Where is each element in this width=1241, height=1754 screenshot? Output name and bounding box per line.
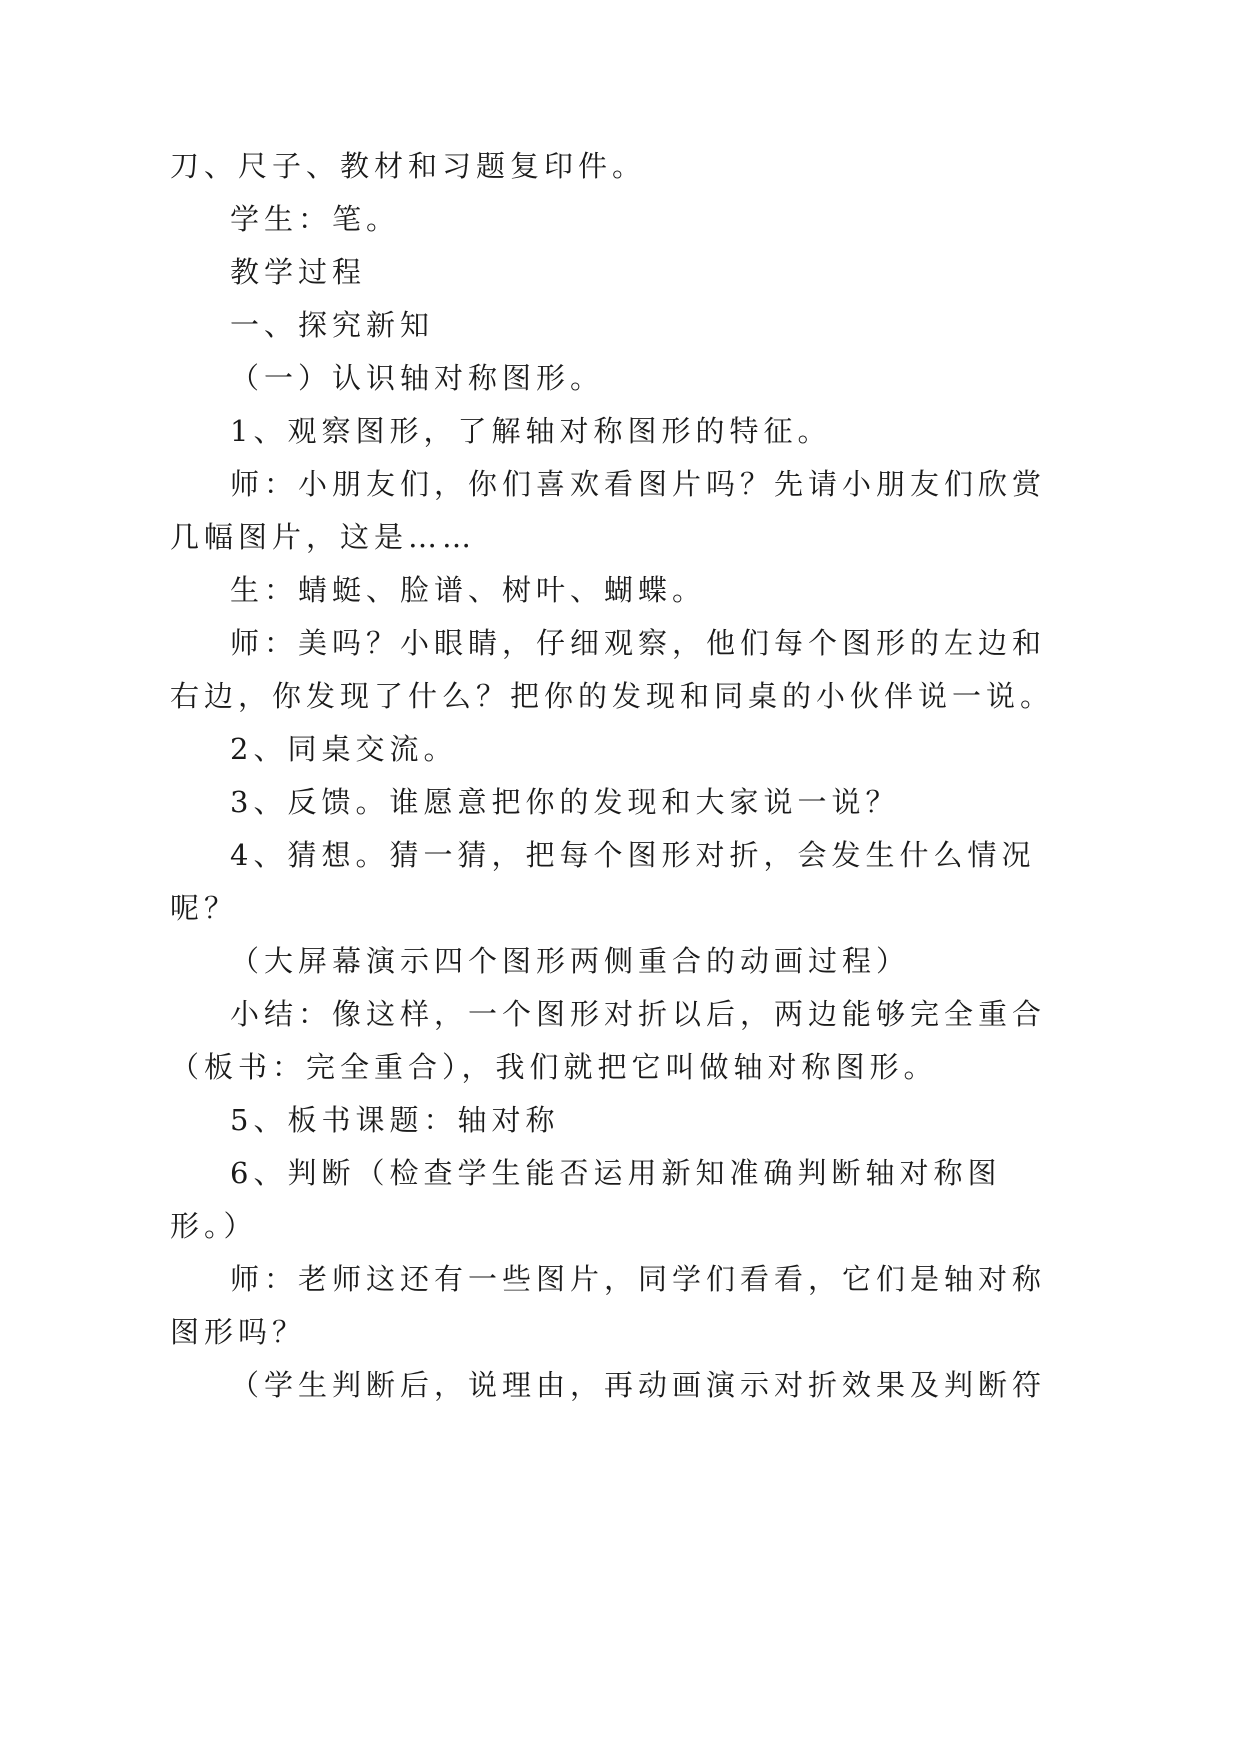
text-line-12: 2、同桌交流。: [230, 732, 458, 766]
text-line-17: 小结：像这样，一个图形对折以后，两边能够完全重合: [230, 997, 1047, 1031]
text-line-8: 几幅图片，这是……: [170, 520, 477, 554]
text-line-22: 师：老师这还有一些图片，同学们看看，它们是轴对称: [230, 1262, 1047, 1296]
text-line-16: （大屏幕演示四个图形两侧重合的动画过程）: [230, 944, 911, 978]
text-line-18: （板书：完全重合），我们就把它叫做轴对称图形。: [170, 1050, 938, 1084]
text-line-7: 师：小朋友们，你们喜欢看图片吗？先请小朋友们欣赏: [230, 467, 1047, 501]
text-line-20: 6、判断（检查学生能否运用新知准确判断轴对称图: [230, 1156, 1002, 1190]
text-line-23: 图形吗？: [170, 1315, 307, 1349]
text-line-1: 刀、尺子、教材和习题复印件。: [170, 149, 647, 183]
text-line-24: （学生判断后，说理由，再动画演示对折效果及判断符: [230, 1368, 1047, 1402]
text-line-21: 形。）: [170, 1209, 258, 1243]
text-line-3: 教学过程: [230, 255, 367, 289]
text-line-2: 学生：笔。: [230, 202, 401, 236]
text-line-10: 师：美吗？小眼睛，仔细观察，他们每个图形的左边和: [230, 626, 1047, 660]
text-line-14: 4、猜想。猜一猜，把每个图形对折，会发生什么情况: [230, 838, 1036, 872]
text-line-13: 3、反馈。谁愿意把你的发现和大家说一说？: [230, 785, 900, 819]
text-line-19: 5、板书课题：轴对称: [230, 1103, 560, 1137]
text-line-4: 一、探究新知: [230, 308, 435, 342]
text-line-11: 右边，你发现了什么？把你的发现和同桌的小伙伴说一说。: [170, 679, 1055, 713]
text-line-15: 呢？: [170, 891, 239, 925]
text-line-9: 生：蜻蜓、脸谱、树叶、蝴蝶。: [230, 573, 707, 607]
text-line-6: 1、观察图形，了解轴对称图形的特征。: [230, 414, 832, 448]
text-line-5: （一）认识轴对称图形。: [230, 361, 605, 395]
